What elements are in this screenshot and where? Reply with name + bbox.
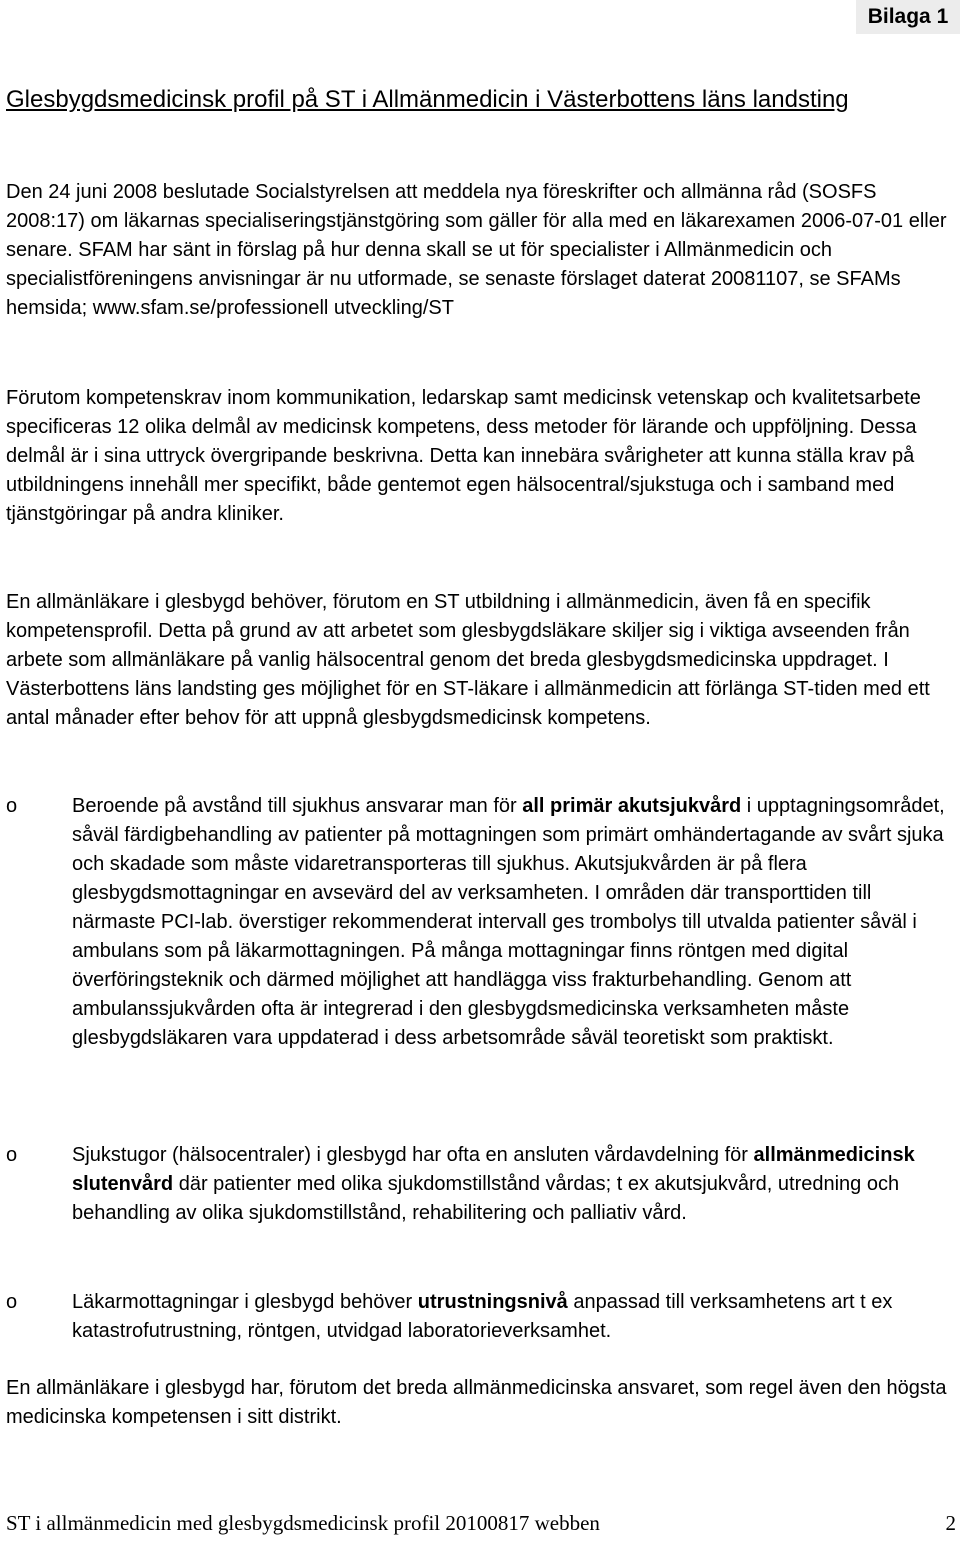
bullet-emphasis: allmänmedicinsk slutenvård (72, 1144, 915, 1195)
bullet-emphasis: utrustningsnivå (417, 1291, 568, 1313)
bullet-marker: o (6, 1144, 18, 1166)
document-title: Glesbygdsmedicinsk profil på ST i Allmänmedicin i Västerbottens läns landsting (6, 86, 849, 113)
annex-label: Bilaga 1 (856, 0, 960, 34)
bullet-marker: o (6, 795, 18, 817)
page-footer (6, 1509, 956, 1537)
page-number: 2 (945, 1511, 956, 1535)
bullet-text: Beroende på avstånd till sjukhus ansvarar man för all primär akutsjukvård i upptagningsområdet, såväl färdigbehandling av patienter på mottagningen som primärt omhändertagande av svårt sjuka och skadade som måste vidaretransporteras till sjukhus. Akutsjukvården är på flera glesbygdsmottagningar en avsevärd del av verksamheten. I områden där transporttiden till närmaste PCI-lab. överstiger rekommenderat intervall ges trombolys till utvalda patienter såväl i ambulans som på läkarmottagningen. På många mottagningar finns röntgen med digital överföringsteknik och därmed möjlighet att handlägga viss frakturbehandling. Genom att ambulanssjukvården ofta är integrerad i den glesbygdsmedicinska verksamheten måste glesbygdsläkaren vara uppdaterad i dess arbetsområde såväl teoretiskt som praktiskt. (72, 795, 945, 1049)
closing-paragraph: En allmänläkare i glesbygd har, förutom det breda allmänmedicinska ansvaret, som regel även den högsta medicinska kompetensen i sitt distrikt. (6, 1377, 947, 1428)
bullet-text: Läkarmottagningar i glesbygd behöver utrustningsnivå anpassad till verksamhetens art t ex katastrofutrustning, röntgen, utvidgad laboratorieverksamhet. (72, 1291, 893, 1342)
profile-paragraph: En allmänläkare i glesbygd behöver, förutom en ST utbildning i allmänmedicin, även få en specifik kompetensprofil. Detta på grund av att arbetet som glesbygdsläkare skiljer sig i viktiga avseenden från arbete som allmänläkare på vanlig hälsocentral genom det breda glesbygdsmedicinska uppdraget. I Västerbottens läns landsting ges möjlighet för en ST-läkare i allmänmedicin att förlänga ST-tiden med ett antal månader efter behov för att uppnå glesbygdsmedicinsk kompetens. (6, 591, 930, 729)
competence-paragraph: Förutom kompetenskrav inom kommunikation, ledarskap samt medicinsk vetenskap och kvalitetsarbete specificeras 12 olika delmål av medicinsk kompetens, dess metoder för lärande och uppföljning. Dessa delmål är i sina uttryck övergripande beskrivna. Detta kan innebära svårigheter att kunna ställa krav på utbildningens innehåll mer specifikt, både gentemot egen hälsocentral/sjukstuga och i samband med tjänstgöringar på andra kliniker. (6, 387, 921, 525)
intro-paragraph: Den 24 juni 2008 beslutade Socialstyrelsen att meddela nya föreskrifter och allmänna råd (SOSFS 2008:17) om läkarnas specialiseringstjänstgöring som gäller för alla med en läkarexamen 2006-07-01 eller senare. SFAM har sänt in förslag på hur denna skall se ut för specialister i Allmänmedicin och specialistföreningens anvisningar är nu utformade, se senaste förslaget daterat 20081107, se SFAMs hemsida; www.sfam.se/professionell utveckling/ST (6, 181, 947, 319)
footer-text: ST i allmänmedicin med glesbygdsmedicinsk profil 20100817 webben (6, 1511, 600, 1535)
bullet-marker: o (6, 1291, 18, 1313)
bullet-text: Sjukstugor (hälsocentraler) i glesbygd har ofta en ansluten vårdavdelning för allmänmedicinsk slutenvård där patienter med olika sjukdomstillstånd vårdas; t ex akutsjukvård, utredning och behandling av olika sjukdomstillstånd, rehabilitering och palliativ vård. (72, 1144, 915, 1224)
bullet-emphasis: all primär akutsjukvård (522, 795, 742, 817)
